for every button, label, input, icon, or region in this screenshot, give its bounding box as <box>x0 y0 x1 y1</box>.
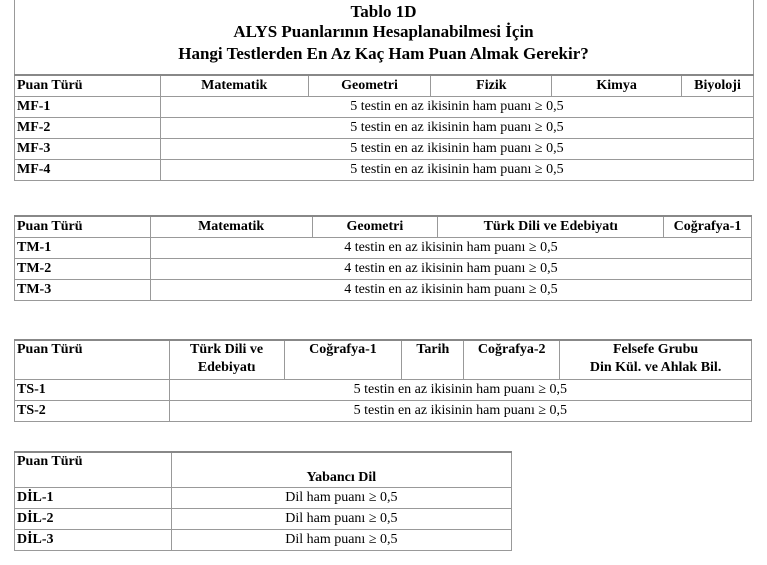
rule-cell: 5 testin en az ikisinin ham puanı ≥ 0,5 <box>160 139 753 160</box>
tm-header-cografya-1: Coğrafya-1 <box>664 216 752 238</box>
tm-header-turk-dili: Türk Dili ve Edebiyatı <box>438 216 664 238</box>
tm-header-matematik: Matematik <box>150 216 312 238</box>
dil-table <box>14 451 512 551</box>
dil-header-yabanci-dil: Yabancı Dil <box>171 452 511 488</box>
rule-cell: 4 testin en az ikisinin ham puanı ≥ 0,5 <box>150 238 751 259</box>
dil-header-puan-turu: Puan Türü <box>15 452 172 488</box>
page-title-line2: ALYS Puanlarının Hesaplanabilmesi İçin <box>233 22 534 41</box>
ts-header-row <box>15 340 752 380</box>
ts-header-turk-dili-line1: Türk Dili ve <box>190 342 264 357</box>
table-row <box>15 401 752 422</box>
row-label: MF-3 <box>15 139 161 160</box>
row-label: MF-4 <box>15 160 161 181</box>
mf-header-matematik: Matematik <box>160 75 308 97</box>
table-row <box>15 160 754 181</box>
rule-cell: 5 testin en az ikisinin ham puanı ≥ 0,5 <box>169 380 751 401</box>
rule-cell: 5 testin en az ikisinin ham puanı ≥ 0,5 <box>160 97 753 118</box>
row-label: TS-1 <box>15 380 170 401</box>
ts-header-turk-dili-line2: Edebiyatı <box>197 360 256 375</box>
row-label: DİL-1 <box>15 488 172 509</box>
table-row <box>15 97 754 118</box>
row-label: MF-1 <box>15 97 161 118</box>
tm-header-puan-turu: Puan Türü <box>15 216 151 238</box>
mf-header-kimya: Kimya <box>552 75 682 97</box>
row-label: TS-2 <box>15 401 170 422</box>
row-label: TM-1 <box>15 238 151 259</box>
rule-cell: 5 testin en az ikisinin ham puanı ≥ 0,5 <box>160 118 753 139</box>
rule-cell: Dil ham puanı ≥ 0,5 <box>171 509 511 530</box>
mf-header-geometri: Geometri <box>308 75 431 97</box>
rule-cell: 5 testin en az ikisinin ham puanı ≥ 0,5 <box>169 401 751 422</box>
ts-header-tarih: Tarih <box>402 340 464 380</box>
row-label: DİL-3 <box>15 530 172 551</box>
tm-header-row <box>15 216 752 238</box>
table-row <box>15 259 752 280</box>
rule-cell: Dil ham puanı ≥ 0,5 <box>171 488 511 509</box>
table-row <box>15 380 752 401</box>
mf-table <box>14 74 754 181</box>
rule-cell: 4 testin en az ikisinin ham puanı ≥ 0,5 <box>150 259 751 280</box>
table-row <box>15 530 512 551</box>
tm-header-geometri: Geometri <box>312 216 438 238</box>
table-row <box>15 118 754 139</box>
ts-table <box>14 339 752 422</box>
ts-header-felsefe <box>560 340 752 380</box>
dil-header-row <box>15 452 512 488</box>
rule-cell: Dil ham puanı ≥ 0,5 <box>171 530 511 551</box>
table-row <box>15 280 752 301</box>
mf-header-row <box>15 75 754 97</box>
table-row <box>15 139 754 160</box>
ts-header-turk-dili <box>169 340 284 380</box>
ts-header-felsefe-line2: Din Kül. ve Ahlak Bil. <box>589 360 722 375</box>
table-row <box>15 238 752 259</box>
mf-header-puan-turu: Puan Türü <box>15 75 161 97</box>
mf-header-biyoloji: Biyoloji <box>682 75 754 97</box>
tm-table <box>14 215 752 301</box>
row-label: DİL-2 <box>15 509 172 530</box>
mf-header-fizik: Fizik <box>431 75 552 97</box>
row-label: MF-2 <box>15 118 161 139</box>
ts-header-cografya-1: Coğrafya-1 <box>284 340 402 380</box>
page-title-line3: Hangi Testlerden En Az Kaç Ham Puan Almak Gerekir? <box>178 44 589 63</box>
row-label: TM-2 <box>15 259 151 280</box>
table-row <box>15 488 512 509</box>
rule-cell: 4 testin en az ikisinin ham puanı ≥ 0,5 <box>150 280 751 301</box>
page-title-line1: Tablo 1D <box>350 2 417 21</box>
row-label: TM-3 <box>15 280 151 301</box>
ts-header-cografya-2: Coğrafya-2 <box>464 340 560 380</box>
ts-header-felsefe-line1: Felsefe Grubu <box>613 342 699 357</box>
table-row <box>15 509 512 530</box>
ts-header-puan-turu: Puan Türü <box>15 340 170 380</box>
rule-cell: 5 testin en az ikisinin ham puanı ≥ 0,5 <box>160 160 753 181</box>
